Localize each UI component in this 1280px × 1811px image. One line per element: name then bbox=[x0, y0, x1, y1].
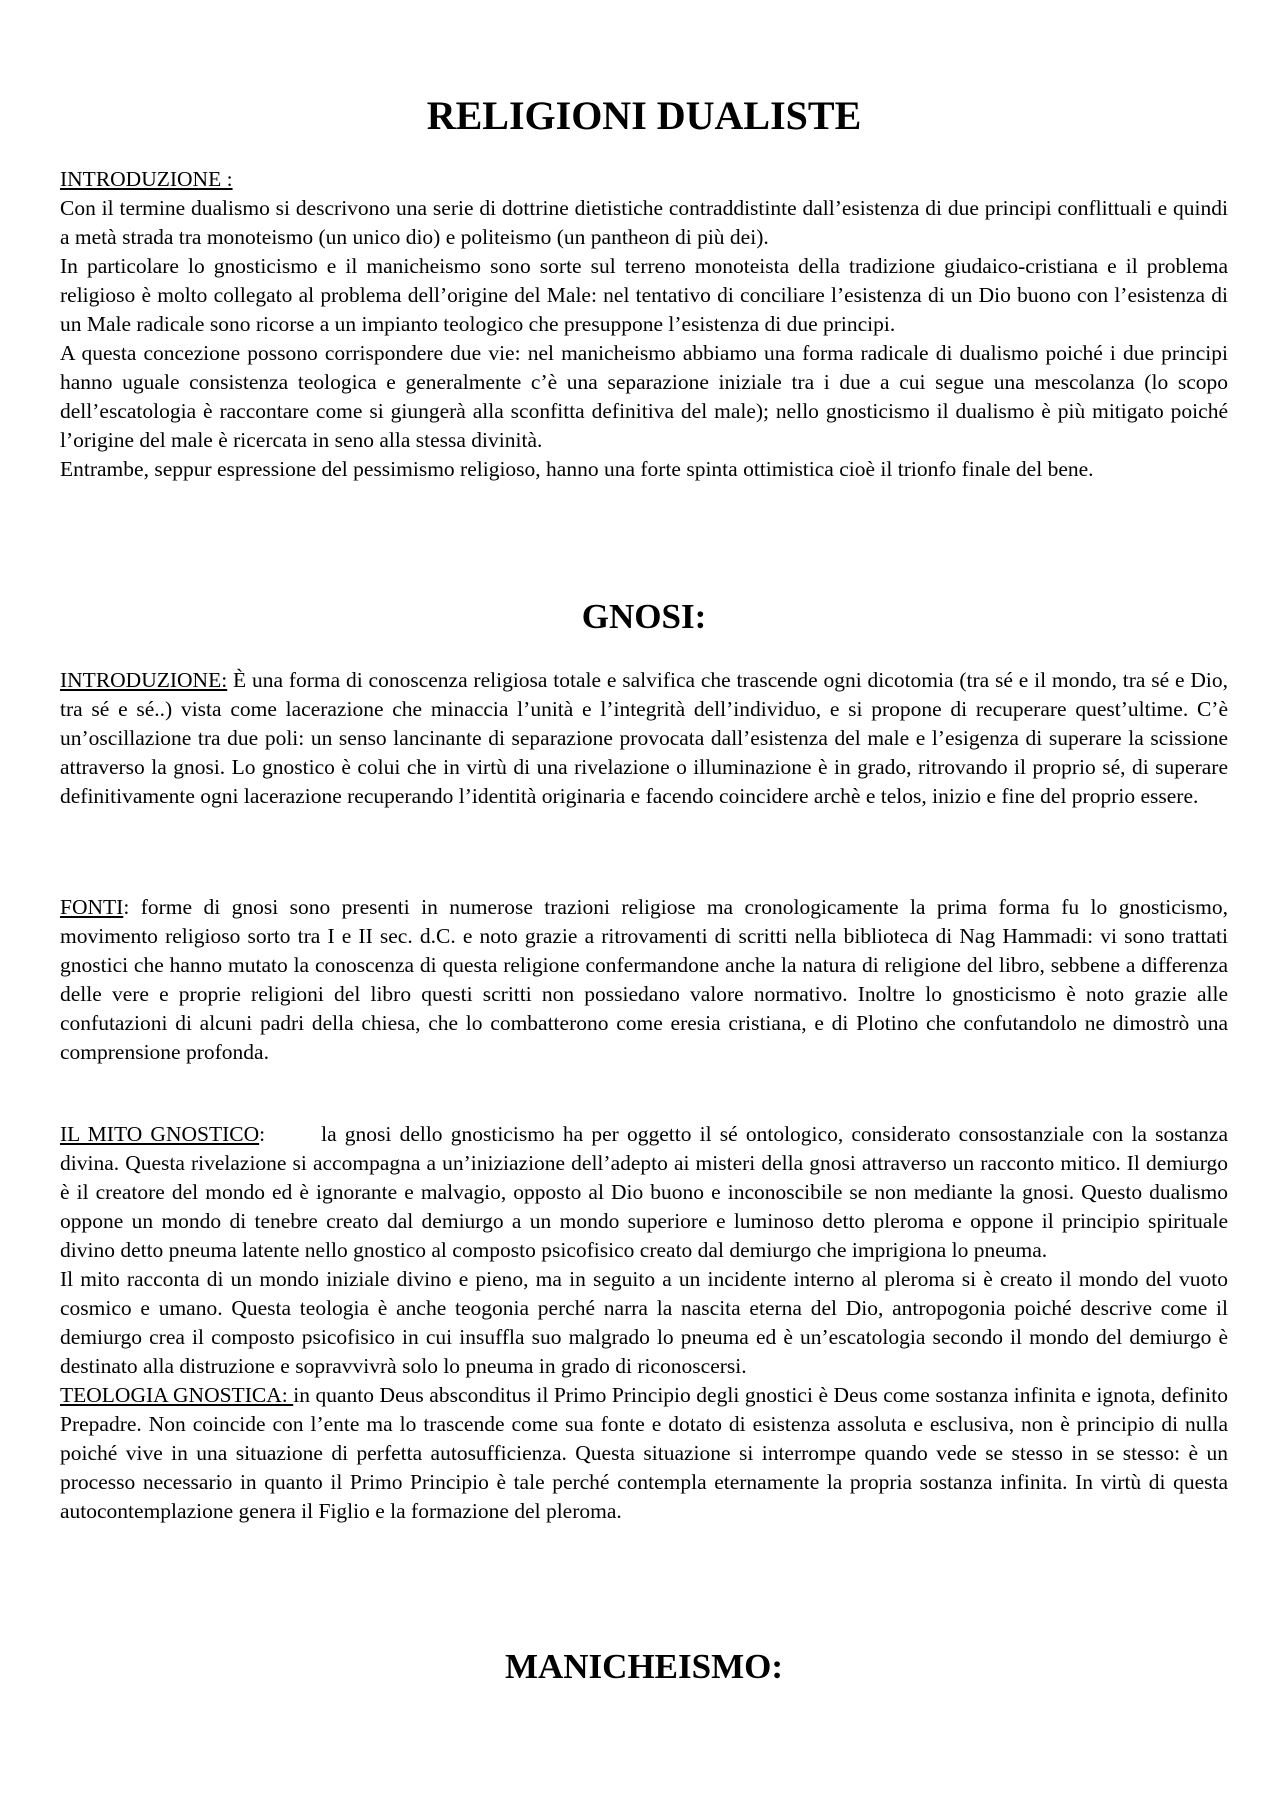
mito-colon: : bbox=[259, 1122, 266, 1146]
intro-label-text: INTRODUZIONE : bbox=[60, 167, 233, 191]
document-title: RELIGIONI DUALISTE bbox=[426, 93, 862, 138]
mito-label: IL MITO GNOSTICO bbox=[60, 1122, 260, 1146]
mito-text: la gnosi dello gnosticismo ha per oggetto il sé ontologico, considerato consostanziale con la sostanza divina. Questa rivelazione si accompagna a un’iniziazione dell’adepto ai misteri della gnosi attraverso un racconto mitico. Il demiurgo è il creatore del mondo ed è ignorante e malvagio, opposto al Dio buono e inconoscibile se non mediante la gnosi. Questo dualismo oppone un mondo di tenebre creato dal demiurgo a un mondo superiore e luminoso detto pleroma e oppone il principio spirituale divino detto pneuma latente nello gnostico al composto psicofisico creato dal demiurgo che imprigiona lo pneuma. bbox=[60, 1122, 1228, 1262]
fonti-text: : forme di gnosi sono presenti in numerose trazioni religiose ma cronologicamente la prima forma fu lo gnosticismo, movimento religioso sorto tra I e II sec. d.C. e noto grazie a ritrovamenti di scritti nella biblioteca di Nag Hammadi: vi sono trattati gnostici che hanno mutato la conoscenza di questa religione confermandone anche la natura di religione del libro, sebbene a differenza delle vere e proprie religioni del libro questi scritti non possiedano valore normativo. Inoltre lo gnosticismo è noto grazie alle confutazioni di alcuni padri della chiesa, che lo combatterono come eresia cristiana, e di Plotino che confutandolo ne dimostrò una comprensione profonda. bbox=[60, 895, 1228, 1064]
mito-paragraph-2: Il mito racconta di un mondo iniziale divino e pieno, ma in seguito a un incidente interno al pleroma si è creato il mondo del vuoto cosmico e umano. Questa teologia è anche teogonia perché narra la nascita eterna del Dio, antropogonia poiché descrive come il demiurgo crea il composto psicofisico in cui insuffla suo malgrado lo pneuma ed è un’escatologia secondo il mondo del demiurgo è destinato alla distruzione e sopravvivrà solo lo pneuma in grado di riconoscersi. bbox=[60, 1267, 1228, 1378]
gnosi-intro-text: È una forma di conoscenza religiosa totale e salvifica che trascende ogni dicotomia (tra sé e il mondo, tra sé e Dio, tra sé e sé..) vista come lacerazione che minaccia l’unità e l’integrità dell’individuo, e si propone di recuperare quest’ultime. C’è un’oscillazione tra due poli: un senso lancinante di separazione provocata dall’esistenza del male e l’esigenza di superare la scissione attraverso la gnosi. Lo gnostico è colui che in virtù di una rivelazione o illuminazione è in grado, ritrovando il proprio sé, di superare definitivamente ogni lacerazione recuperando l’identità originaria e facendo coincidere archè e telos, inizio e fine del proprio essere. bbox=[60, 668, 1228, 808]
fonti-paragraph bbox=[60, 893, 1228, 1067]
intro-paragraph-3: A questa concezione possono corrispondere due vie: nel manicheismo abbiamo una forma radicale di dualismo poiché i due principi hanno uguale consistenza teologica e generalmente c’è una separazione iniziale tra i due a cui segue una mescolanza (lo scopo dell’escatologia è raccontare come si giungerà alla sconfitta definitiva del male); nello gnosticismo il dualismo è più mitigato poiché l’origine del male è ricercata in seno alla stessa divinità. bbox=[60, 341, 1228, 452]
gnosi-heading: GNOSI: bbox=[581, 597, 707, 636]
gnosi-intro-paragraph bbox=[60, 666, 1228, 811]
intro-section bbox=[60, 165, 1228, 484]
gnosi-intro-section bbox=[60, 666, 1228, 811]
mito-section bbox=[60, 1120, 1228, 1526]
mito-paragraph-1 bbox=[60, 1120, 1228, 1265]
intro-paragraph-4: Entrambe, seppur espressione del pessimismo religioso, hanno una forte spinta ottimistica cioè il trionfo finale del bene. bbox=[60, 457, 1094, 481]
intro-label bbox=[60, 165, 1228, 194]
fonti-section bbox=[60, 893, 1228, 1067]
teologia-paragraph bbox=[60, 1381, 1228, 1526]
gnosi-intro-label: INTRODUZIONE: bbox=[60, 668, 228, 692]
intro-paragraph-2: In particolare lo gnosticismo e il manicheismo sono sorte sul terreno monoteista della tradizione giudaico-cristiana e il problema religioso è molto collegato al problema dell’origine del Male: nel tentativo di conciliare l’esistenza di un Dio buono con l’esistenza di un Male radicale sono ricorse a un impianto teologico che presuppone l’esistenza di due principi. bbox=[60, 254, 1228, 336]
intro-paragraph-1: Con il termine dualismo si descrivono una serie di dottrine dietistiche contraddistinte dall’esistenza di due principi conflittuali e quindi a metà strada tra monoteismo (un unico dio) e politeismo (un pantheon di più dei). bbox=[60, 196, 1228, 249]
teologia-text: in quanto Deus absconditus il Primo Principio degli gnostici è Deus come sostanza infinita e ignota, definito Prepadre. Non coincide con l’ente ma lo trascende come sua fonte e dotato di esistenza assoluta e esclusiva, non è principio di nulla poiché vive in una situazione di perfetta autosufficienza. Questa situazione si interrompe quando vede se stesso in se stesso: è un processo necessario in quanto il Primo Principio è tale perché contempla eternamente la propria sostanza infinita. In virtù di questa autocontemplazione genera il Figlio e la formazione del pleroma. bbox=[60, 1383, 1228, 1523]
fonti-label: FONTI bbox=[60, 895, 124, 919]
manicheismo-heading: MANICHEISMO: bbox=[504, 1647, 784, 1686]
teologia-label: TEOLOGIA GNOSTICA: bbox=[60, 1383, 294, 1407]
